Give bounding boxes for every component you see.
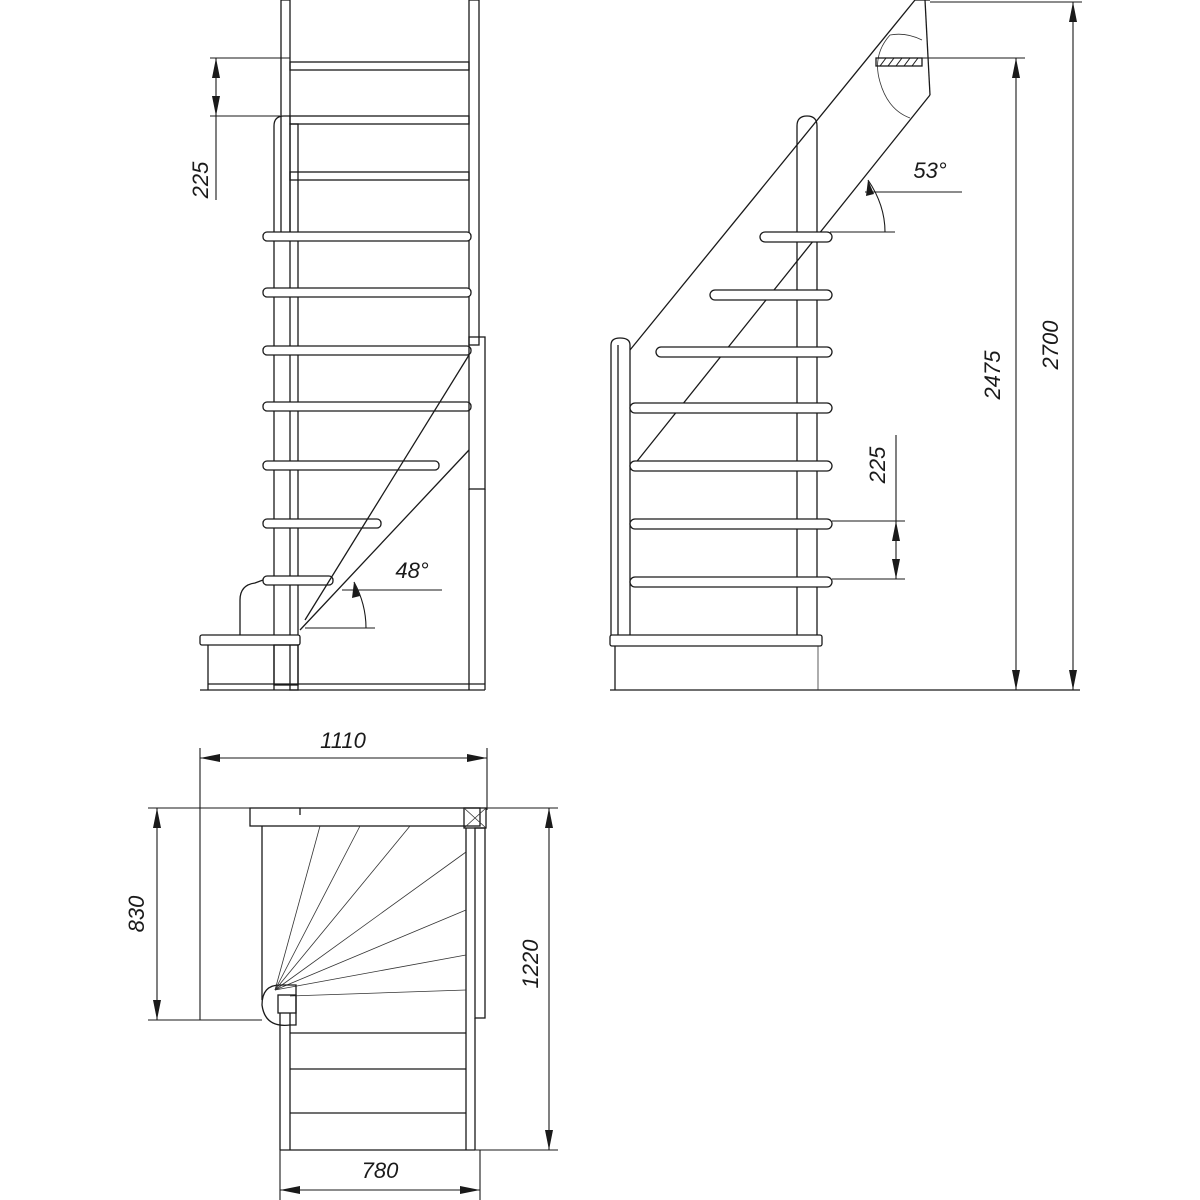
side-diagonal-stringer	[630, 95, 930, 470]
floor-height-dimension	[920, 58, 1025, 690]
arrow-head	[545, 808, 553, 828]
front-diagonal-stringer	[305, 355, 469, 620]
plan-view	[250, 808, 486, 1150]
front-rung	[290, 172, 469, 180]
plan-width-dimension	[200, 728, 487, 1020]
side-rise-dimension	[832, 435, 905, 579]
plan-lower-width-dimension	[280, 1150, 480, 1200]
arrow-head	[153, 1000, 161, 1020]
side-rise-label: 225	[865, 446, 890, 484]
arrow-head	[153, 808, 161, 828]
side-tread	[760, 232, 832, 242]
plan-upper-depth-dimension	[124, 808, 300, 1020]
side-angle-label: 53°	[913, 158, 947, 183]
plan-winder-line	[275, 852, 466, 990]
arrow-head	[212, 96, 220, 116]
arrow-head	[1069, 670, 1077, 690]
front-lower-curve	[240, 580, 263, 635]
front-rung	[290, 116, 469, 124]
front-tread	[263, 288, 471, 297]
plan-winder-line	[275, 910, 466, 990]
plan-newel-post	[262, 985, 296, 1025]
side-tread	[656, 347, 832, 357]
side-newel-post	[611, 338, 630, 635]
arrow-head	[1012, 58, 1020, 78]
plan-newel-square	[278, 995, 296, 1013]
arrow-head	[1012, 670, 1020, 690]
front-tread	[263, 232, 471, 241]
arrow-head	[280, 1186, 300, 1194]
side-tread	[630, 519, 832, 529]
front-rise-label: 225	[188, 161, 213, 199]
plan-winder-line	[275, 955, 466, 990]
front-right-stringer	[469, 337, 485, 489]
arrow-head	[545, 1130, 553, 1150]
plan-upper-depth-label: 830	[124, 895, 149, 933]
front-left-upper-post	[281, 0, 290, 240]
floor-height-label: 2475	[980, 350, 1005, 400]
front-rung	[290, 62, 469, 70]
side-top-edge	[925, 0, 930, 95]
plan-winder-line	[275, 826, 320, 990]
front-tread	[263, 461, 439, 470]
side-bottom-step	[610, 635, 822, 646]
arrow-head	[467, 754, 487, 762]
total-height-dimension	[930, 2, 1082, 690]
arrow-head	[460, 1186, 480, 1194]
plan-winder-line	[275, 826, 360, 990]
plan-lower-width-label: 780	[361, 1158, 399, 1183]
front-tread	[263, 576, 333, 585]
side-tread	[630, 403, 832, 413]
arrow-head	[200, 754, 220, 762]
plan-width-label: 1110	[320, 728, 366, 753]
side-tread	[630, 461, 832, 471]
side-tread	[630, 577, 832, 587]
arrow-head	[1069, 2, 1077, 22]
arrow-head	[212, 58, 220, 78]
front-tread	[263, 346, 471, 355]
front-angle-label: 48°	[395, 558, 429, 583]
plan-total-depth-dimension	[475, 808, 558, 1150]
side-main-post	[797, 116, 817, 635]
plan-winder-line	[290, 990, 466, 996]
side-elevation-view	[610, 0, 1080, 690]
side-tread	[710, 290, 832, 300]
arrow-head	[892, 559, 900, 579]
front-angle-dimension	[305, 558, 442, 628]
plan-top-landing	[250, 808, 480, 826]
front-rise-dimension	[188, 58, 290, 200]
front-bottom-step	[200, 635, 300, 645]
front-diagonal-stringer	[300, 450, 469, 630]
front-elevation-view	[200, 0, 485, 690]
section-cut-arc	[878, 35, 910, 118]
front-base-post	[274, 645, 298, 685]
plan-right-stringer	[475, 828, 485, 1018]
arrow-head	[892, 521, 900, 541]
total-height-label: 2700	[1038, 320, 1063, 370]
plan-total-depth-label: 1220	[518, 939, 543, 989]
plan-winder-line	[275, 826, 410, 990]
section-cut-arc	[890, 34, 922, 40]
